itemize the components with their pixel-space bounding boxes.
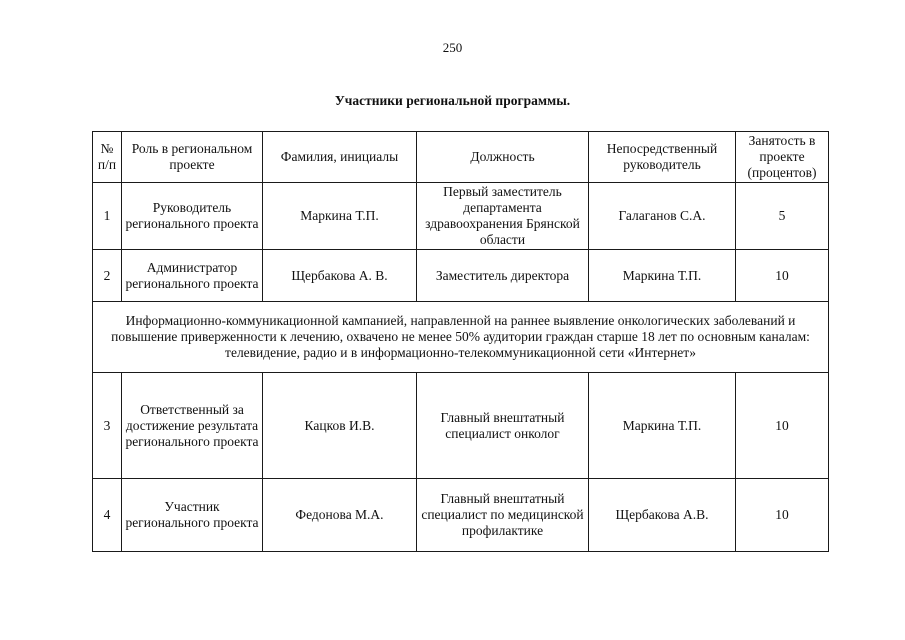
cell-position: Первый заместитель департамента здравоохранения Брянской области (417, 183, 589, 250)
header-num: № п/п (93, 132, 122, 183)
cell-employment: 10 (736, 373, 829, 479)
cell-role: Администратор регионального проекта (122, 250, 263, 302)
section-text: Информационно-коммуникационной кампанией, направленной на раннее выявление онкологических заболеваний и повышение приверженности к лечению, охвачено не менее 50% аудитории граждан старше 18 лет по основным каналам: телевидение, радио и в информационно-телекоммуникационной сети «Интернет» (93, 302, 829, 373)
table-header-row (93, 132, 829, 183)
cell-employment: 10 (736, 250, 829, 302)
table-row (93, 183, 829, 250)
header-position: Должность (417, 132, 589, 183)
cell-name: Щербакова А. В. (263, 250, 417, 302)
page-number: 250 (442, 40, 463, 55)
cell-supervisor: Щербакова А.В. (589, 479, 736, 552)
cell-position: Главный внештатный специалист по медицинской профилактике (417, 479, 589, 552)
cell-name: Кацков И.В. (263, 373, 417, 479)
table-row (93, 250, 829, 302)
header-role: Роль в региональном проекте (122, 132, 263, 183)
cell-supervisor: Галаганов С.А. (589, 183, 736, 250)
header-employment: Занятость в проекте (процентов) (736, 132, 829, 183)
table-row (93, 373, 829, 479)
cell-num: 2 (93, 250, 122, 302)
cell-supervisor: Маркина Т.П. (589, 250, 736, 302)
header-supervisor: Непосредственный руководитель (589, 132, 736, 183)
cell-employment: 5 (736, 183, 829, 250)
cell-role: Участник регионального проекта (122, 479, 263, 552)
cell-position: Главный внештатный специалист онколог (417, 373, 589, 479)
cell-name: Маркина Т.П. (263, 183, 417, 250)
cell-role: Руководитель регионального проекта (122, 183, 263, 250)
cell-position: Заместитель директора (417, 250, 589, 302)
cell-role: Ответственный за достижение результата регионального проекта (122, 373, 263, 479)
cell-employment: 10 (736, 479, 829, 552)
document-title: Участники региональной программы. (334, 93, 571, 108)
participants-table (92, 131, 829, 552)
cell-num: 3 (93, 373, 122, 479)
cell-num: 1 (93, 183, 122, 250)
section-row (93, 302, 829, 373)
cell-supervisor: Маркина Т.П. (589, 373, 736, 479)
cell-num: 4 (93, 479, 122, 552)
table-row (93, 479, 829, 552)
header-name: Фамилия, инициалы (263, 132, 417, 183)
cell-name: Федонова М.А. (263, 479, 417, 552)
